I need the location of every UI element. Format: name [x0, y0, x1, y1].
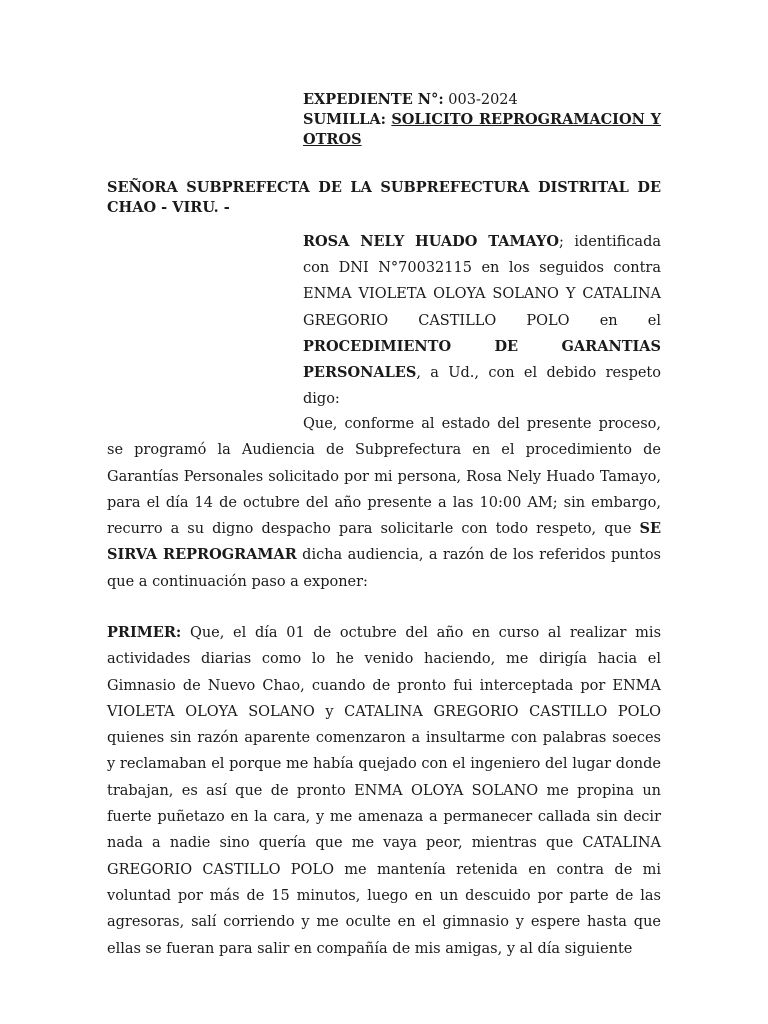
expediente-line — [303, 90, 661, 110]
sumilla-label: SUMILLA: — [303, 111, 386, 128]
procedure-name: PROCEDIMIENTO DE GARANTIAS PERSONALES — [303, 337, 661, 382]
primer-label: PRIMER: — [107, 624, 182, 641]
petitioner-name: ROSA NELY HUADO TAMAYO — [303, 233, 560, 250]
sumilla-value-line2: OTROS — [303, 131, 362, 148]
petitioner-identification — [303, 229, 661, 412]
request-emphasis: SE SIRVA REPROGRAMAR — [107, 520, 661, 564]
identification-text: ; identificada con DNI N°70032115 en los seguidos contra ENMA VIOLETA OLOYA SOLANO Y CATALINA GREGORIO CASTILLO POLO en el — [303, 234, 661, 329]
sumilla-line — [303, 110, 661, 130]
case-header — [303, 90, 661, 150]
primer-paragraph — [107, 620, 661, 962]
intro-text: Que, conforme al estado del presente proceso, se programó la Audiencia de Subprefectura en el procedimiento de Garantías Personales solicitado por mi persona, Rosa Nely Huado Tamayo, para el día 14 de octubre del año presente a las 10:00 AM; sin embargo, recurro a su digno despacho para solicitarle con todo respeto, que — [107, 416, 661, 538]
intro-paragraph — [107, 411, 661, 595]
intro-text-end: dicha audiencia, a razón de los referidos puntos que a continuación paso a exponer: — [107, 547, 661, 590]
sumilla-value-line1: SOLICITO REPROGRAMACION Y — [391, 111, 661, 128]
sumilla-continuation — [303, 130, 661, 150]
primer-text: Que, el día 01 de octubre del año en curso al realizar mis actividades diarias como lo he venido haciendo, me dirigía hacia el Gimnasio de Nuevo Chao, cuando de pronto fui interceptada por ENMA VIOLETA OLOYA SOLANO y CATALINA GREGORIO CASTILLO POLO quienes sin razón aparente comenzaron a insultarme con palabras soeces y reclamaban el porque me había quejado con el ingeniero del lugar donde trabajan, es así que de pronto ENMA OLOYA SOLANO me propina un fuerte puñetazo en la cara, y me amenaza a permanecer callada sin decir nada a nadie sino quería que me vaya peor, mientras que CATALINA GREGORIO CASTILLO POLO me mantenía retenida en contra de mi voluntad por más de 15 minutos, luego en un descuido por parte de las agresoras, salí corriendo y me oculte en el gimnasio y espere hasta que ellas se fueran para salir en compañía de mis amigas, y al día siguiente — [107, 625, 662, 957]
greeting-text: , a Ud., con el debido respeto digo: — [303, 365, 661, 408]
addressee: SEÑORA SUBPREFECTA DE LA SUBPREFECTURA DISTRITAL DE CHAO - VIRU. - — [107, 179, 661, 216]
expediente-number: 003-2024 — [448, 92, 518, 108]
expediente-label: EXPEDIENTE N°: — [303, 91, 444, 108]
